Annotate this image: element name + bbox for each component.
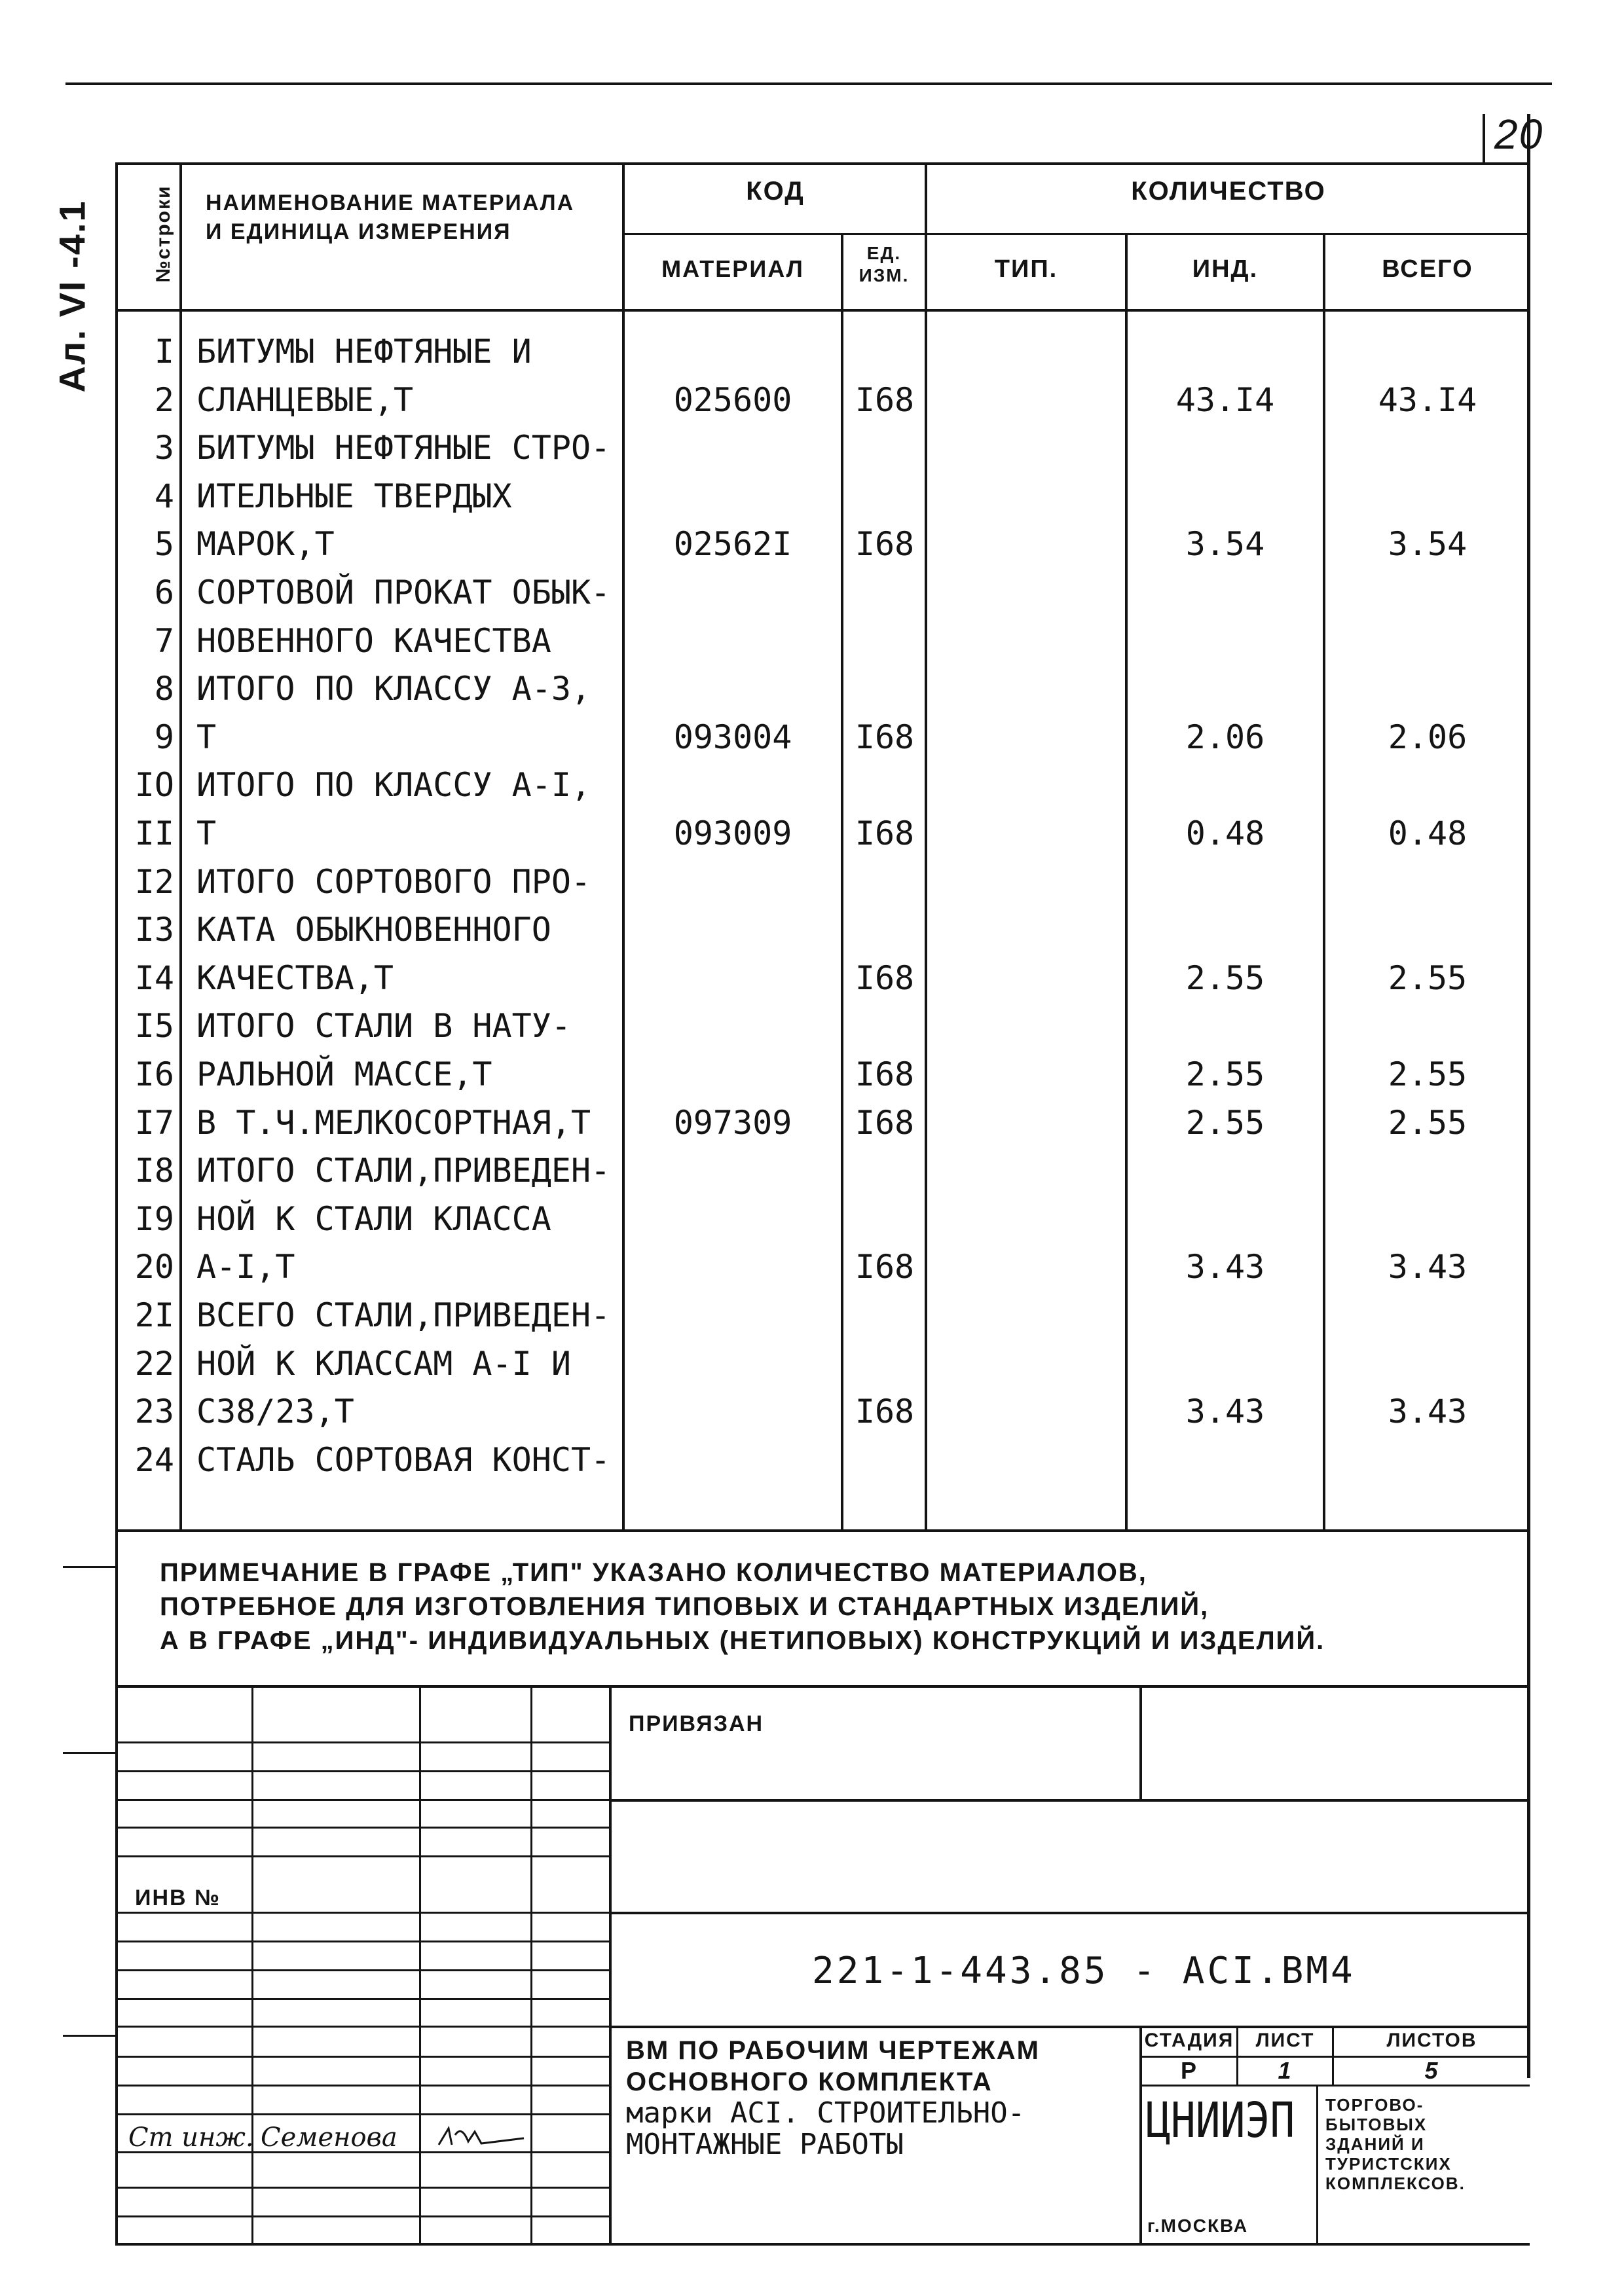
col-sep-typ xyxy=(1125,233,1128,1531)
stamp-title-1: ВМ ПО РАБОЧИМ ЧЕРТЕЖАМ xyxy=(626,2036,1040,2065)
stamp-stage-label: СТАДИЯ xyxy=(1144,2030,1234,2051)
row-number: 4 xyxy=(154,477,174,515)
stamp-top-line xyxy=(115,1685,1530,1688)
row-unit: I68 xyxy=(855,525,915,564)
stamp-org-sub-5: КОМПЛЕКСОВ. xyxy=(1325,2174,1466,2193)
stamp-grid-hline xyxy=(115,1912,610,1914)
stamp-grid-hline xyxy=(115,2113,610,2115)
stamp-grid-v2 xyxy=(419,1685,421,2243)
stamp-stage-bottom xyxy=(1139,2085,1530,2086)
page-number: 20 xyxy=(1494,111,1544,158)
row-number: I4 xyxy=(134,958,174,997)
row-name: ВСЕГО СТАЛИ,ПРИВЕДЕН- xyxy=(196,1296,611,1334)
stamp-org-sub-3: ЗДАНИЙ И xyxy=(1325,2134,1425,2154)
stamp-vsep-attached xyxy=(1139,1685,1142,1800)
row-name: В Т.Ч.МЕЛКОСОРТНАЯ,Т xyxy=(196,1103,591,1142)
row-ind: 2.06 xyxy=(1185,718,1265,756)
row-number: 20 xyxy=(134,1248,174,1286)
margin-tick-1 xyxy=(63,1566,117,1568)
stamp-city: г.МОСКВА xyxy=(1147,2215,1249,2236)
row-number: 23 xyxy=(134,1393,174,1431)
row-number: 6 xyxy=(154,574,174,611)
note-line-2: ПОТРЕБНОЕ ДЛЯ ИЗГОТОВЛЕНИЯ ТИПОВЫХ И СТАНДАРТНЫХ ИЗДЕЛИЙ, xyxy=(160,1592,1209,1621)
row-number: 2 xyxy=(154,380,174,419)
row-number: 24 xyxy=(134,1440,174,1479)
stamp-org-sep xyxy=(1316,2085,1318,2244)
row-unit: I68 xyxy=(855,718,915,756)
stamp-grid-hline xyxy=(115,1998,610,2000)
row-ind: 3.43 xyxy=(1185,1248,1265,1286)
row-name: СЛАНЦЕВЫЕ,Т xyxy=(196,380,414,419)
stamp-grid-hline xyxy=(115,1855,610,1857)
stamp-title-4: МОНТАЖНЫЕ РАБОТЫ xyxy=(626,2128,904,2161)
row-number: I2 xyxy=(134,862,174,901)
stamp-sheet-label: ЛИСТ xyxy=(1255,2030,1315,2051)
stamp-grid-v1 xyxy=(251,1685,253,2243)
row-number: I9 xyxy=(134,1199,174,1238)
row-number: II xyxy=(134,814,174,852)
row-ind: 43.I4 xyxy=(1175,380,1275,419)
row-number: I6 xyxy=(134,1055,174,1093)
stamp-bottom-line xyxy=(115,2243,1530,2246)
row-name: БИТУМЫ НЕФТЯНЫЕ СТРО- xyxy=(196,429,611,467)
col-sep-unit xyxy=(925,162,927,1531)
row-number: 22 xyxy=(134,1344,174,1383)
row-name: НОВЕННОГО КАЧЕСТВА xyxy=(196,621,551,660)
row-ind: 2.55 xyxy=(1185,958,1265,997)
row-name: ИТОГО СТАЛИ В НАТУ- xyxy=(196,1007,571,1046)
header-material: МАТЕРИАЛ xyxy=(661,255,804,282)
row-unit: I68 xyxy=(855,958,915,997)
row-number: IO xyxy=(134,766,174,805)
stamp-grid-hline xyxy=(115,1941,610,1942)
col-sep-material xyxy=(841,233,843,1531)
note-line-3: А В ГРАФЕ „ИНД"- ИНДИВИДУАЛЬНЫХ (НЕТИПОВЫХ) КОНСТРУКЦИЙ И ИЗДЕЛИЙ. xyxy=(160,1626,1325,1655)
stamp-grid-v3 xyxy=(530,1685,532,2243)
stamp-sheet-value: 1 xyxy=(1278,2057,1293,2084)
row-number: 5 xyxy=(154,525,174,564)
stamp-person: Семенова xyxy=(261,2123,397,2153)
row-code: 02562I xyxy=(673,525,792,564)
row-name: КАЧЕСТВА,Т xyxy=(196,958,394,997)
top-border-line xyxy=(65,82,1552,85)
row-name: Т xyxy=(196,718,217,756)
stamp-org-sub-2: БЫТОВЫХ xyxy=(1325,2115,1428,2134)
header-code: КОД xyxy=(746,177,805,206)
side-label: Ал. VI -4.1 xyxy=(51,200,93,393)
row-total: 2.55 xyxy=(1388,958,1467,997)
row-total: 3.54 xyxy=(1388,525,1467,564)
note-line-1: ПРИМЕЧАНИЕ В ГРАФЕ „ТИП" УКАЗАНО КОЛИЧЕСТВО МАТЕРИАЛОВ, xyxy=(160,1558,1147,1587)
row-name: ИТЕЛЬНЫЕ ТВЕРДЫХ xyxy=(196,477,512,515)
row-total: 3.43 xyxy=(1388,1393,1467,1431)
row-name: ИТОГО СОРТОВОГО ПРО- xyxy=(196,862,591,901)
row-total: 3.43 xyxy=(1388,1248,1467,1286)
row-name: ИТОГО СТАЛИ,ПРИВЕДЕН- xyxy=(196,1152,611,1190)
stamp-grid-hline xyxy=(115,2085,610,2086)
row-ind: 3.43 xyxy=(1185,1393,1265,1431)
row-name: ИТОГО ПО КЛАССУ А-3, xyxy=(196,670,591,708)
stamp-org-sub-1: ТОРГОВО- xyxy=(1325,2095,1424,2115)
stamp-org: ЦНИИЭП xyxy=(1146,2092,1295,2149)
row-name: Т xyxy=(196,814,217,852)
stamp-doc-code: 221-1-443.85 - АСI.ВМ4 xyxy=(812,1950,1356,1992)
row-code: 093004 xyxy=(673,718,792,756)
stamp-sheets-label: ЛИСТОВ xyxy=(1386,2030,1477,2051)
stamp-grid-hline xyxy=(115,1799,610,1801)
header-name: НАИМЕНОВАНИЕ МАТЕРИАЛА И ЕДИНИЦА ИЗМЕРЕНИЯ xyxy=(206,191,575,244)
stamp-vsep-main xyxy=(609,1685,612,2244)
row-unit: I68 xyxy=(855,380,915,419)
stamp-grid-hline xyxy=(115,1741,610,1743)
row-name: ИТОГО ПО КЛАССУ А-I, xyxy=(196,766,591,805)
row-total: 2.55 xyxy=(1388,1055,1467,1093)
row-name: А-I,Т xyxy=(196,1248,295,1286)
stamp-grid-hline xyxy=(115,2215,610,2217)
stamp-role: Ст инж. xyxy=(128,2123,254,2153)
header-ind: ИНД. xyxy=(1192,255,1259,283)
row-number: 7 xyxy=(154,621,174,660)
stamp-title-2: ОСНОВНОГО КОМПЛЕКТА xyxy=(626,2068,993,2096)
row-ind: 2.55 xyxy=(1185,1103,1265,1142)
header-mid-line xyxy=(622,233,1530,235)
row-code: 093009 xyxy=(673,814,792,852)
stamp-org-sub xyxy=(1325,2095,1466,2193)
row-number: I7 xyxy=(134,1103,174,1142)
row-name: КАТА ОБЫКНОВЕННОГО xyxy=(196,911,551,949)
header-bottom-line xyxy=(115,309,1530,312)
signature-icon xyxy=(432,2119,530,2158)
margin-tick-2 xyxy=(63,1752,117,1754)
table-left-line xyxy=(115,162,118,2244)
stamp-grid-hline xyxy=(115,2056,610,2058)
row-number: 3 xyxy=(154,429,174,467)
row-total: 43.I4 xyxy=(1378,380,1477,419)
row-code: 097309 xyxy=(673,1103,792,1142)
row-name: СТАЛЬ СОРТОВАЯ КОНСТ- xyxy=(196,1440,611,1479)
header-row-no: №строки xyxy=(153,185,174,283)
header-unit: ЕД. ИЗМ. xyxy=(858,243,910,285)
stamp-title xyxy=(626,2035,1040,2160)
row-ind: 2.55 xyxy=(1185,1055,1265,1093)
row-unit: I68 xyxy=(855,1248,915,1286)
row-name: С38/23,Т xyxy=(196,1393,354,1431)
row-number: 9 xyxy=(154,718,174,756)
stamp-attached-label: ПРИВЯЗАН xyxy=(629,1711,764,1736)
col-sep-rownum xyxy=(179,162,182,1531)
col-sep-ind xyxy=(1323,233,1325,1531)
note xyxy=(160,1556,1325,1658)
row-total: 0.48 xyxy=(1388,814,1467,852)
row-ind: 3.54 xyxy=(1185,525,1265,564)
row-total: 2.06 xyxy=(1388,718,1467,756)
row-code: 025600 xyxy=(673,380,792,419)
stamp-grid-hline xyxy=(115,1827,610,1829)
stamp-grid-hline xyxy=(115,2187,610,2189)
stamp-line-code2-bottom xyxy=(609,2026,1530,2028)
table-top-line xyxy=(115,162,1530,165)
table-bottom-line xyxy=(115,1529,1530,1532)
stamp-inv-label: ИНВ № xyxy=(135,1886,221,1910)
stamp-title-3: марки АСI. СТРОИТЕЛЬНО- xyxy=(626,2096,1025,2130)
stamp-grid-hline xyxy=(115,1770,610,1772)
row-name: МАРОК,Т xyxy=(196,525,335,564)
header-typ: ТИП. xyxy=(994,255,1058,283)
margin-tick-3 xyxy=(63,2035,117,2037)
header-total: ВСЕГО xyxy=(1382,255,1473,283)
row-number: 8 xyxy=(154,670,174,708)
row-ind: 0.48 xyxy=(1185,814,1265,852)
row-number: 2I xyxy=(134,1296,174,1334)
row-name: НОЙ К КЛАССАМ А-I И xyxy=(196,1344,571,1383)
stamp-line-code-bottom xyxy=(609,1912,1530,1914)
row-unit: I68 xyxy=(855,1055,915,1093)
row-unit: I68 xyxy=(855,814,915,852)
stamp-line-attached-bottom xyxy=(609,1799,1530,1802)
row-name: БИТУМЫ НЕФТЯНЫЕ И xyxy=(196,333,532,371)
row-name: РАЛЬНОЙ МАССЕ,Т xyxy=(196,1055,492,1093)
stamp-grid-hline xyxy=(115,2026,610,2028)
stamp-stage-value: Р xyxy=(1180,2057,1198,2084)
row-number: I5 xyxy=(134,1007,174,1046)
row-unit: I68 xyxy=(855,1393,915,1431)
header-quantity: КОЛИЧЕСТВО xyxy=(1131,177,1326,206)
stamp-sheets-value: 5 xyxy=(1424,2057,1439,2084)
row-number: I xyxy=(154,333,174,371)
row-name: СОРТОВОЙ ПРОКАТ ОБЫК- xyxy=(196,574,611,611)
row-number: I8 xyxy=(134,1152,174,1190)
row-name: НОЙ К СТАЛИ КЛАССА xyxy=(196,1199,551,1238)
row-unit: I68 xyxy=(855,1103,915,1142)
page-number-box-left xyxy=(1483,114,1485,164)
row-total: 2.55 xyxy=(1388,1103,1467,1142)
row-number: I3 xyxy=(134,911,174,949)
stamp-grid-hline xyxy=(115,1969,610,1971)
stamp-org-sub-4: ТУРИСТСКИХ xyxy=(1325,2154,1452,2174)
